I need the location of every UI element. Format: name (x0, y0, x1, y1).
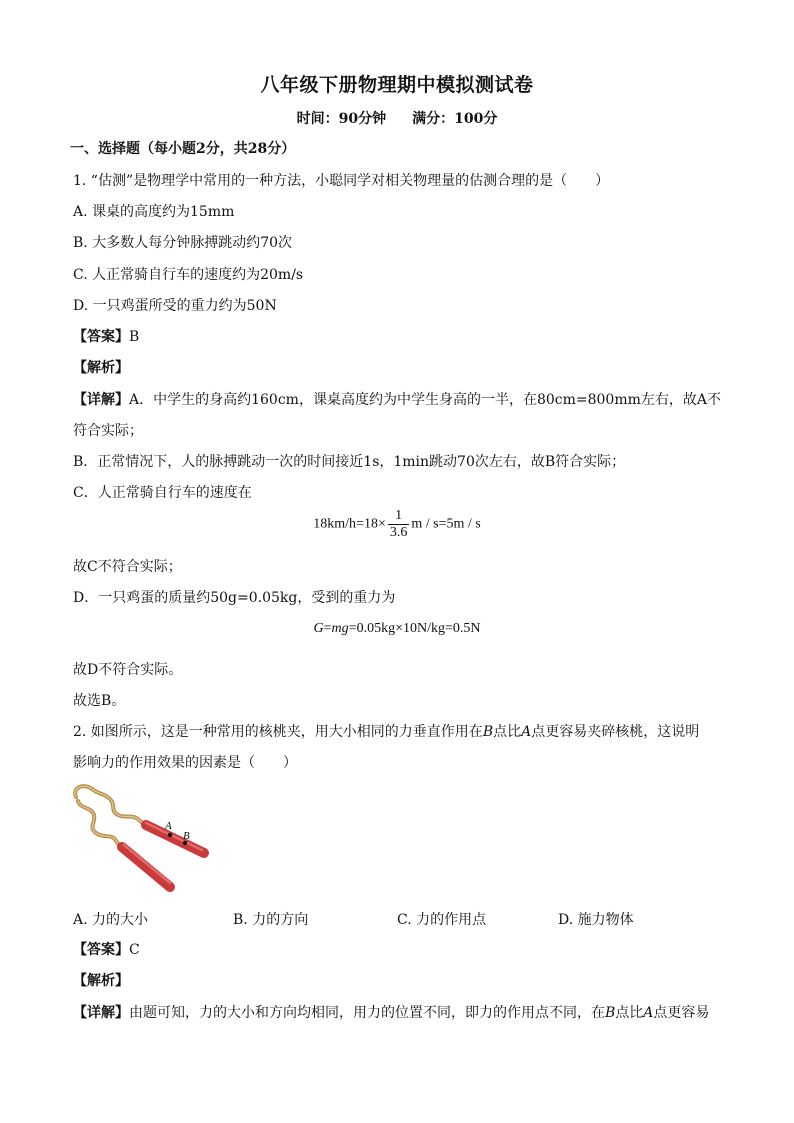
q2-stem-line2: 影响力的作用效果的因素是（ ） (73, 755, 297, 771)
formula-speed (0, 508, 794, 541)
q2-analysis-tag: 【解析】 (73, 973, 129, 989)
nutcracker-figure (70, 783, 210, 895)
formula-gravity (0, 621, 794, 637)
detail-text: 由题可知，力的大小和方向均相同，用力的位置不同，即力的作用点不同，在 (129, 1005, 605, 1021)
q1-answer (73, 327, 139, 347)
nutcracker-icon (70, 783, 210, 895)
detail-text: 点比 (615, 1005, 644, 1021)
q1-stem: 1. “估测”是物理学中常用的一种方法，小聪同学对相关物理量的估测合理的是（ ） (73, 173, 610, 189)
exam-score: 满分：100分 (412, 111, 498, 127)
stem-text: 点比 (493, 724, 522, 740)
q2-option-b: B. 力的方向 (233, 912, 309, 928)
q1-analysis-tag: 【解析】 (73, 360, 129, 376)
q1-detail-c: C．人正常骑自行车的速度在 (73, 485, 252, 501)
figure-label-b: B (183, 830, 190, 842)
formula-mg: mg (331, 621, 349, 636)
q2-stem-line1 (73, 722, 699, 742)
formula-g: G (313, 621, 324, 636)
stem-point-b: B (482, 724, 494, 740)
q1-option-d: D. 一只鸡蛋所受的重力约为50N (73, 298, 277, 314)
detail-point-a: A (643, 1005, 654, 1021)
q1-detail-d: D．一只鸡蛋的质量约50g=0.05kg，受到的重力为 (73, 590, 396, 606)
q2-option-c: C. 力的作用点 (397, 912, 487, 928)
stem-text: 2. 如图所示，这是一种常用的核桃夹，用大小相同的力垂直作用在 (73, 724, 483, 740)
q1-detail-b: B．正常情况下，人的脉搏跳动一次的时间接近1s，1min跳动70次左右，故B符合实际； (73, 454, 626, 470)
exam-time: 时间：90分钟 (296, 111, 387, 127)
q1-detail-c-end: 故C不符合实际； (73, 559, 182, 575)
detail-text: A．中学生的身高约160cm，课桌高度约为中学生身高的一半，在80cm=800mm左右，故A不 (129, 392, 721, 408)
answer-tag: 【答案】 (73, 942, 129, 958)
stem-text: 点更容易夹碎核桃，这说明 (531, 724, 700, 740)
detail-tag: 【详解】 (73, 1005, 129, 1021)
answer-value: C (129, 942, 140, 958)
formula-right: m / s=5m / s (411, 516, 481, 532)
formula-left: 18km/h=18× (313, 516, 386, 532)
stem-point-a: A (521, 724, 532, 740)
q1-conclusion: 故选B。 (73, 693, 126, 709)
detail-tag: 【详解】 (73, 392, 129, 408)
answer-value: B (129, 329, 140, 345)
fraction (388, 508, 410, 541)
figure-label-a: A (165, 820, 172, 832)
q1-option-c: C. 人正常骑自行车的速度约为20m/s (73, 267, 304, 283)
detail-text: 点更容易 (653, 1005, 710, 1021)
q2-option-d: D. 施力物体 (558, 912, 634, 928)
q2-detail (73, 1003, 709, 1023)
q2-answer (73, 940, 140, 960)
formula-eq: = (323, 621, 332, 636)
exam-meta (0, 108, 794, 128)
q1-detail-d-end: 故D不符合实际。 (73, 662, 183, 678)
q1-option-b: B. 大多数人每分钟脉搏跳动约70次 (73, 235, 293, 251)
q1-detail-a-line1 (73, 390, 721, 410)
q2-option-a: A. 力的大小 (73, 912, 149, 928)
answer-tag: 【答案】 (73, 329, 129, 345)
fraction-denominator: 3.6 (389, 525, 408, 540)
page-title: 八年级下册物理期中模拟测试卷 (260, 74, 534, 96)
section-heading: 一、选择题（每小题2分，共28分） (70, 141, 296, 157)
q1-detail-a-line2: 符合实际； (73, 423, 143, 439)
q1-option-a: A. 课桌的高度约为15mm (73, 204, 235, 220)
fraction-numerator: 1 (388, 508, 410, 525)
formula-rest: =0.05kg×10N/kg=0.5N (348, 621, 481, 636)
detail-point-b: B (605, 1005, 616, 1021)
